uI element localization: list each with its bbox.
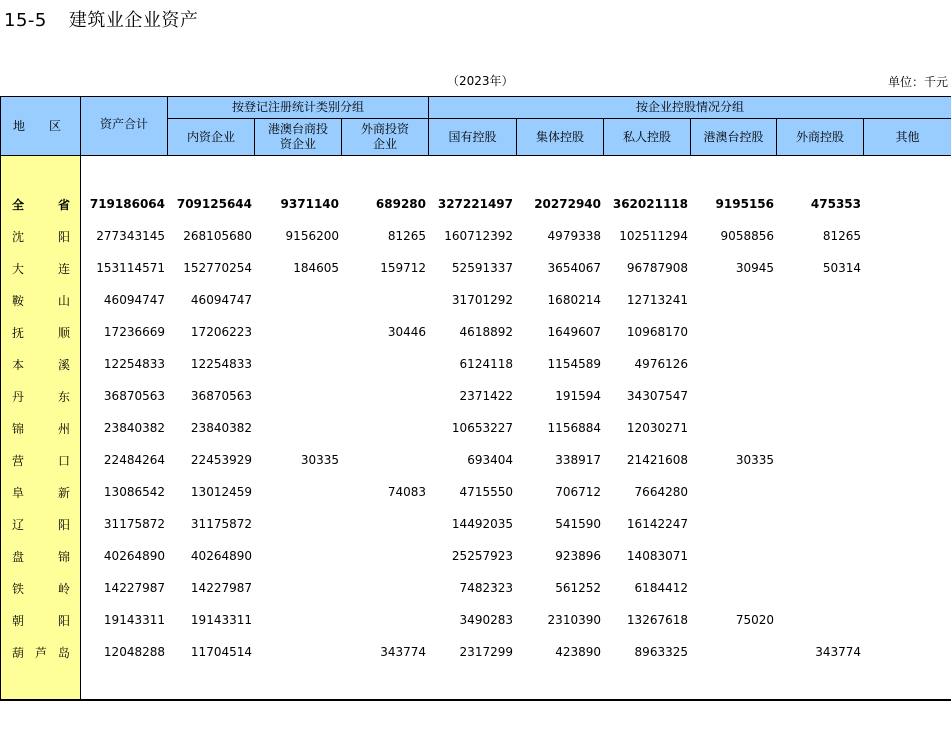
- cell-collective: 4979338: [547, 229, 601, 243]
- cell-foreign-invest: [342, 412, 426, 444]
- region-name: 盘 锦: [12, 549, 70, 564]
- table-number: 15-5: [4, 10, 47, 31]
- cell-foreign-invest: 74083: [387, 485, 426, 499]
- cell-total: 13086542: [103, 485, 165, 499]
- header-mid-border: [168, 118, 951, 119]
- divider-collective: [603, 118, 604, 156]
- region-name: 阜 新: [12, 485, 70, 500]
- cell-domestic: 46094747: [190, 293, 252, 307]
- cell-private: 13267618: [626, 613, 688, 627]
- cell-other: [864, 380, 948, 412]
- region-name: 丹 东: [12, 389, 70, 404]
- header-group-control: 按企业控股情况分组: [429, 97, 951, 118]
- cell-total: 19143311: [103, 613, 165, 627]
- cell-hkmt-invest: 30335: [300, 453, 339, 467]
- cell-other: [864, 636, 948, 668]
- cell-private: 12713241: [626, 293, 688, 307]
- cell-domestic: 14227987: [190, 581, 252, 595]
- cell-hkmt-invest: [255, 316, 339, 348]
- cell-state: 160712392: [444, 229, 513, 243]
- cell-foreign-control: [777, 412, 861, 444]
- cell-private: 14083071: [626, 549, 688, 563]
- cell-hkmt-control: [691, 540, 774, 572]
- cell-hkmt-control: [691, 476, 774, 508]
- divider-domestic: [254, 118, 255, 156]
- unit-label: 单位：千元: [887, 75, 948, 89]
- cell-collective: 706712: [555, 485, 601, 499]
- cell-state: 25257923: [451, 549, 513, 563]
- cell-foreign-invest: [342, 508, 426, 540]
- cell-collective: 541590: [555, 517, 601, 531]
- cell-private: 12030271: [626, 421, 688, 435]
- cell-foreign-control: [777, 284, 861, 316]
- cell-state: 14492035: [451, 517, 513, 531]
- cell-foreign-control: [777, 348, 861, 380]
- cell-foreign-invest: [342, 572, 426, 604]
- cell-collective: 561252: [555, 581, 601, 595]
- cell-hkmt-control: [691, 316, 774, 348]
- cell-foreign-control: [777, 444, 861, 476]
- cell-other: [864, 540, 948, 572]
- cell-domestic: 23840382: [190, 421, 252, 435]
- cell-hkmt-invest: 184605: [293, 261, 339, 275]
- cell-total: 12254833: [103, 357, 165, 371]
- table-row: [0, 636, 951, 668]
- cell-state: 4715550: [459, 485, 513, 499]
- cell-private: 8963325: [634, 645, 688, 659]
- cell-foreign-control: [777, 508, 861, 540]
- cell-hkmt-control: [691, 348, 774, 380]
- cell-state: 2371422: [459, 389, 513, 403]
- cell-hkmt-invest: [255, 412, 339, 444]
- cell-other: [864, 412, 948, 444]
- cell-domestic: 268105680: [183, 229, 252, 243]
- header-other: 其他: [864, 119, 951, 155]
- cell-hkmt-control: [691, 380, 774, 412]
- cell-private: 34307547: [626, 389, 688, 403]
- region-name: 朝 阳: [12, 613, 70, 628]
- cell-domestic: 13012459: [190, 485, 252, 499]
- divider-group: [428, 96, 429, 156]
- cell-foreign-control: 50314: [822, 261, 861, 275]
- cell-private: 102511294: [619, 229, 688, 243]
- cell-hkmt-control: 9058856: [720, 229, 774, 243]
- cell-domestic: 22453929: [190, 453, 252, 467]
- table-row: [0, 444, 951, 476]
- cell-domestic: 36870563: [190, 389, 252, 403]
- cell-foreign-control: [777, 572, 861, 604]
- region-name: 葫 芦 岛: [12, 645, 70, 660]
- cell-foreign-control: [777, 540, 861, 572]
- cell-hkmt-invest: [255, 284, 339, 316]
- table-row: [0, 348, 951, 380]
- cell-other: [864, 508, 948, 540]
- cell-collective: 191594: [555, 389, 601, 403]
- table-row: [0, 604, 951, 636]
- cell-hkmt-invest: 9371140: [280, 197, 339, 211]
- table-row: [0, 380, 951, 412]
- cell-other: [864, 444, 948, 476]
- table-row: [0, 476, 951, 508]
- cell-hkmt-control: 30335: [735, 453, 774, 467]
- cell-other: [864, 284, 948, 316]
- cell-other: [864, 316, 948, 348]
- cell-collective: 1156884: [547, 421, 601, 435]
- cell-collective: 2310390: [547, 613, 601, 627]
- cell-domestic: 12254833: [190, 357, 252, 371]
- region-name: 本 溪: [12, 357, 70, 372]
- cell-total: 23840382: [103, 421, 165, 435]
- cell-domestic: 11704514: [190, 645, 252, 659]
- cell-domestic: 19143311: [190, 613, 252, 627]
- header-group-registration: 按登记注册统计类别分组: [168, 97, 428, 118]
- cell-total: 31175872: [103, 517, 165, 531]
- header-foreign-invest: 外商投资企业: [342, 119, 428, 155]
- cell-foreign-invest: 689280: [375, 197, 426, 211]
- table-row: [0, 316, 951, 348]
- cell-foreign-invest: [342, 540, 426, 572]
- cell-domestic: 152770254: [183, 261, 252, 275]
- header-collective: 集体控股: [517, 119, 603, 155]
- cell-domestic: 17206223: [190, 325, 252, 339]
- header-hkmt-control: 港澳台控股: [691, 119, 776, 155]
- cell-hkmt-invest: [255, 508, 339, 540]
- table-row: [0, 412, 951, 444]
- cell-collective: 423890: [555, 645, 601, 659]
- table-bottom-border: [0, 699, 951, 701]
- cell-hkmt-control: [691, 412, 774, 444]
- cell-foreign-invest: 81265: [387, 229, 426, 243]
- region-name: 沈 阳: [12, 229, 70, 244]
- cell-domestic: 709125644: [176, 197, 252, 211]
- cell-hkmt-control: 30945: [735, 261, 774, 275]
- table-row: [0, 540, 951, 572]
- cell-foreign-control: [777, 316, 861, 348]
- cell-foreign-invest: [342, 604, 426, 636]
- cell-total: 153114571: [96, 261, 165, 275]
- region-name: 锦 州: [12, 421, 70, 436]
- region-name: 营 口: [12, 453, 70, 468]
- cell-collective: 20272940: [534, 197, 601, 211]
- cell-other: [864, 572, 948, 604]
- cell-domestic: 31175872: [190, 517, 252, 531]
- divider-hkmt-invest: [341, 118, 342, 156]
- cell-total: 719186064: [89, 197, 165, 211]
- divider-private: [690, 118, 691, 156]
- page-title: [4, 6, 198, 32]
- cell-total: 46094747: [103, 293, 165, 307]
- cell-foreign-control: 343774: [815, 645, 861, 659]
- cell-other: [864, 604, 948, 636]
- cell-private: 6184412: [634, 581, 688, 595]
- cell-hkmt-invest: [255, 348, 339, 380]
- cell-foreign-control: [777, 476, 861, 508]
- header-total: 资产合计: [81, 97, 167, 155]
- header-region: 地 区: [1, 97, 80, 155]
- cell-hkmt-control: [691, 572, 774, 604]
- divider-foreign-control: [863, 118, 864, 156]
- cell-collective: 1680214: [547, 293, 601, 307]
- cell-other: [864, 476, 948, 508]
- cell-other: [864, 188, 948, 220]
- cell-hkmt-control: 75020: [735, 613, 774, 627]
- header-foreign-control: 外商控股: [777, 119, 863, 155]
- cell-collective: 923896: [555, 549, 601, 563]
- cell-private: 96787908: [626, 261, 688, 275]
- cell-total: 36870563: [103, 389, 165, 403]
- table-row: [0, 220, 951, 252]
- cell-foreign-invest: [342, 444, 426, 476]
- cell-hkmt-invest: [255, 636, 339, 668]
- cell-state: 7482323: [459, 581, 513, 595]
- cell-total: 12048288: [103, 645, 165, 659]
- cell-hkmt-invest: [255, 572, 339, 604]
- cell-domestic: 40264890: [190, 549, 252, 563]
- header-state: 国有控股: [429, 119, 516, 155]
- cell-private: 10968170: [626, 325, 688, 339]
- cell-hkmt-control: [691, 636, 774, 668]
- cell-private: 362021118: [612, 197, 688, 211]
- cell-state: 31701292: [451, 293, 513, 307]
- region-name: 大 连: [12, 261, 70, 276]
- cell-other: [864, 220, 948, 252]
- cell-foreign-invest: 159712: [380, 261, 426, 275]
- cell-total: 17236669: [103, 325, 165, 339]
- region-name: 鞍 山: [12, 293, 70, 308]
- cell-hkmt-control: [691, 284, 774, 316]
- cell-state: 693404: [467, 453, 513, 467]
- divider-state: [516, 118, 517, 156]
- cell-other: [864, 348, 948, 380]
- header-bottom-border: [0, 155, 951, 156]
- cell-state: 327221497: [437, 197, 513, 211]
- cell-state: 10653227: [451, 421, 513, 435]
- cell-hkmt-invest: [255, 604, 339, 636]
- cell-foreign-control: 81265: [822, 229, 861, 243]
- region-name: 全 省: [12, 197, 70, 212]
- table-row: [0, 252, 951, 284]
- cell-hkmt-invest: [255, 540, 339, 572]
- cell-hkmt-invest: [255, 476, 339, 508]
- cell-foreign-control: [777, 604, 861, 636]
- cell-other: [864, 252, 948, 284]
- cell-foreign-invest: [342, 380, 426, 412]
- cell-foreign-invest: [342, 348, 426, 380]
- table-row: [0, 572, 951, 604]
- divider-hkmt-control: [776, 118, 777, 156]
- year-label: （2023年）: [447, 74, 514, 88]
- region-name: 铁 岭: [12, 581, 70, 596]
- cell-hkmt-invest: 9156200: [285, 229, 339, 243]
- cell-state: 2317299: [459, 645, 513, 659]
- cell-private: 16142247: [626, 517, 688, 531]
- region-name: 辽 阳: [12, 517, 70, 532]
- cell-total: 277343145: [96, 229, 165, 243]
- cell-private: 4976126: [634, 357, 688, 371]
- table-row: [0, 508, 951, 540]
- header-hkmt-invest: 港澳台商投资企业: [255, 119, 341, 155]
- cell-collective: 1154589: [547, 357, 601, 371]
- header-private: 私人控股: [604, 119, 690, 155]
- cell-hkmt-invest: [255, 380, 339, 412]
- cell-private: 7664280: [634, 485, 688, 499]
- cell-state: 52591337: [451, 261, 513, 275]
- cell-collective: 1649607: [547, 325, 601, 339]
- cell-state: 3490283: [459, 613, 513, 627]
- cell-foreign-control: 475353: [810, 197, 861, 211]
- cell-total: 40264890: [103, 549, 165, 563]
- divider-total: [167, 96, 168, 156]
- cell-collective: 3654067: [547, 261, 601, 275]
- cell-foreign-control: [777, 380, 861, 412]
- table-row: [0, 284, 951, 316]
- table-row: [0, 188, 951, 220]
- cell-hkmt-control: [691, 508, 774, 540]
- cell-total: 14227987: [103, 581, 165, 595]
- cell-collective: 338917: [555, 453, 601, 467]
- cell-state: 6124118: [459, 357, 513, 371]
- cell-state: 4618892: [459, 325, 513, 339]
- cell-foreign-invest: 343774: [380, 645, 426, 659]
- table-title: 建筑业企业资产: [68, 10, 199, 31]
- header-top-border: [0, 96, 951, 97]
- cell-total: 22484264: [103, 453, 165, 467]
- header-domestic: 内资企业: [168, 119, 254, 155]
- cell-hkmt-control: 9195156: [715, 197, 774, 211]
- cell-foreign-invest: 30446: [387, 325, 426, 339]
- region-name: 抚 顺: [12, 325, 70, 340]
- cell-foreign-invest: [342, 284, 426, 316]
- cell-private: 21421608: [626, 453, 688, 467]
